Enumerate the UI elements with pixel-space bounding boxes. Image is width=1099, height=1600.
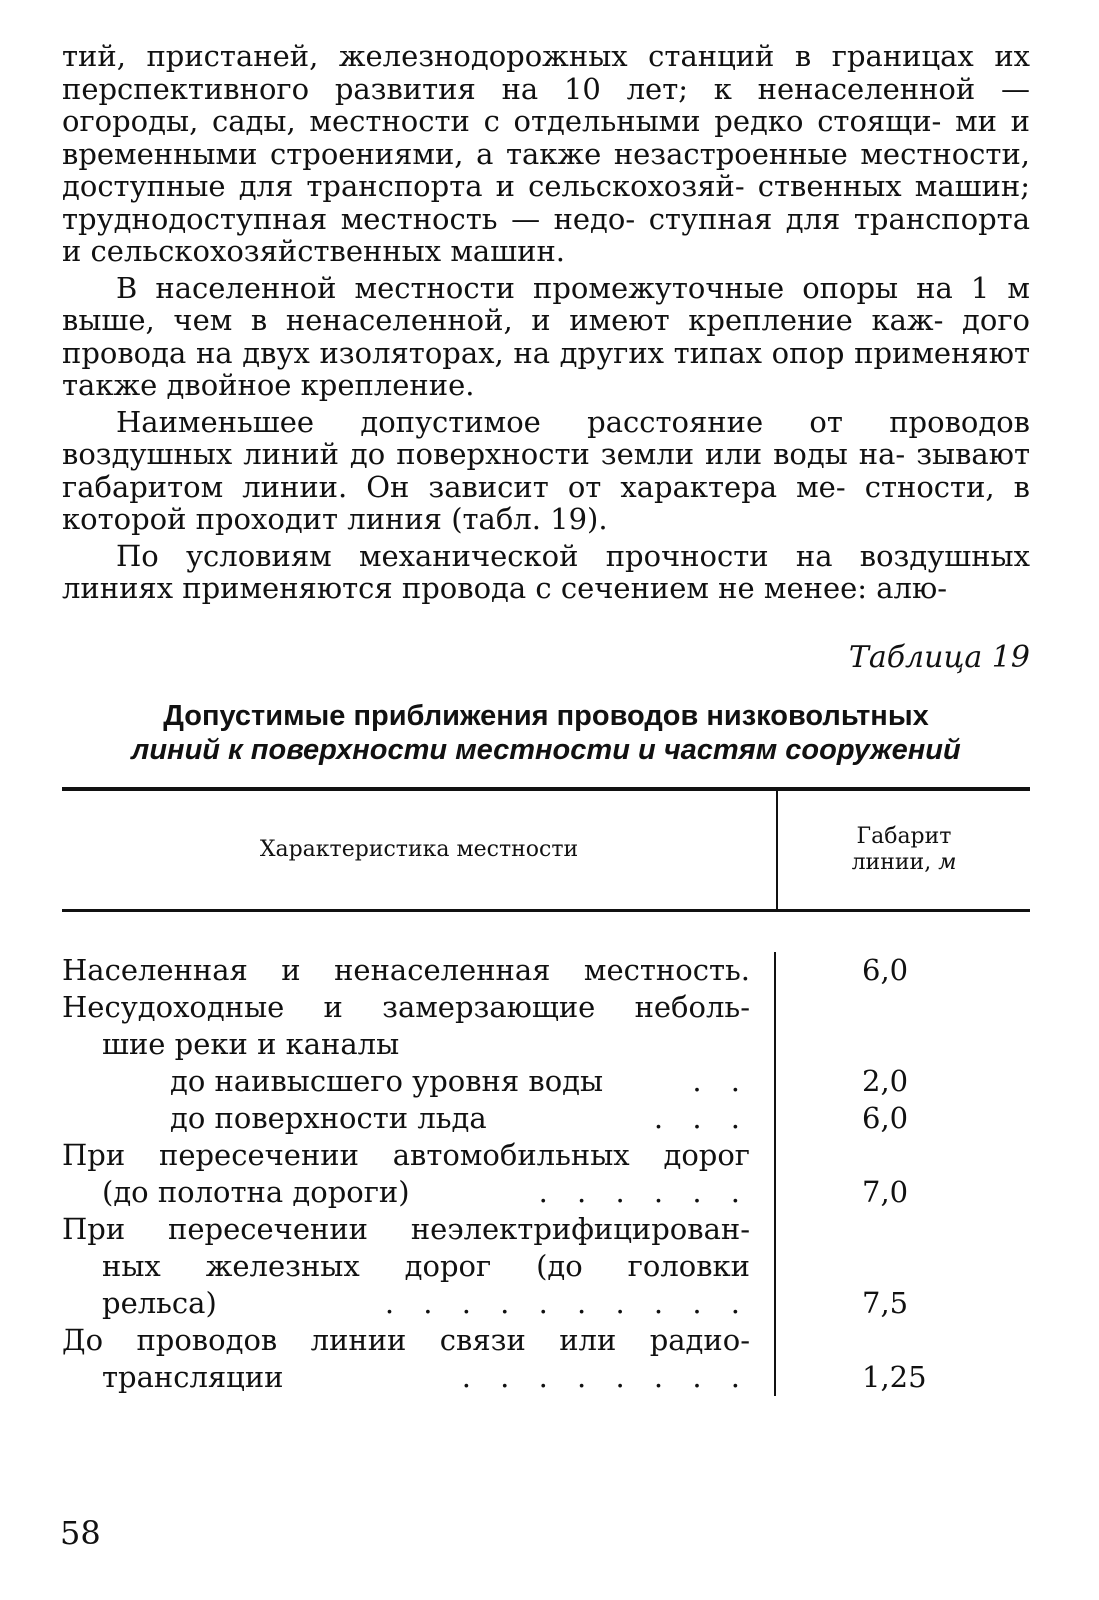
row-text: до поверхности льда [170,1100,487,1135]
row-text: до наивысшего уровня воды [170,1063,604,1098]
clearance-value: 6,0 [862,1100,909,1135]
text-line: тий, пристаней, железнодорожных станций в границах [62,39,974,73]
table-row: Несудоходные и замерзающие неболь- [62,989,750,1024]
table-row: До проводов линии связи или радио- [62,1322,750,1357]
clearance-value [776,1322,1030,1359]
text-line: По условиям механической прочности на воздушных [116,538,1030,573]
clearance-value: 1,25 [862,1359,927,1394]
text-line: зывают габаритом линии. Он зависит от характера ме- [62,437,1031,504]
table-number: Таблица 19 [848,639,1030,675]
paragraph-1 [62,40,1030,268]
row-text: рельса) [102,1285,217,1320]
text-line: применяют также двойное крепление. [62,335,1030,402]
text-line: Наименьшее допустимое расстояние от проводов [116,404,1030,439]
clearance-value: 2,0 [862,1063,909,1098]
table-header [62,791,1030,912]
header-characteristic: Характеристика местности [62,791,778,909]
clearance-value [776,1248,1030,1285]
header-clearance-label: линии, [851,849,932,875]
paragraph-2 [62,272,1030,402]
table-row [62,1100,750,1137]
table-title [62,699,1030,767]
dot-leader: . . . . . . . . . . [384,1285,750,1320]
paragraph-4 [62,540,1030,605]
table-row: При пересечении неэлектрифицирован- [62,1211,750,1246]
body-text [62,40,1030,605]
text-line: линиях применяются провода с сечением не менее: алю- [62,571,948,605]
text-line: стности, в которой проходит линия (табл. 19). [62,469,1031,536]
clearance-value: 7,5 [862,1285,909,1320]
table-title-line-1: Допустимые приближения проводов низковольтных [163,699,929,732]
clearance-value [776,1137,1030,1174]
table-title-line-2: линий к поверхности местности и частям сооружений [131,733,961,766]
text-line: ступная для транспорта и сельскохозяйственных машин. [62,201,1030,268]
table-row: ных железных дорог (до головки [102,1248,750,1283]
table-row: Населенная и ненаселенная местность. [62,952,750,987]
table-row [62,1063,750,1100]
dot-leader: . . . . . . . . [461,1359,750,1394]
table-row [62,1359,750,1396]
table-row: шие реки и каналы [102,1026,400,1061]
clearance-value: 6,0 [862,952,909,987]
dot-leader: . . . . . . [538,1174,750,1209]
clearance-table [62,787,1030,1396]
page-number: 58 [60,1514,101,1552]
dot-leader: . . [692,1063,750,1098]
header-clearance-unit: м [938,849,957,875]
header-clearance [778,791,1030,909]
header-clearance-line-2 [852,850,957,876]
table-row: При пересечении автомобильных дорог [62,1137,750,1172]
table-row [62,1285,750,1322]
clearance-value [776,1026,1030,1063]
row-text: (до полотна дороги) [102,1174,410,1209]
text-line: огороды, сады, местности с отдельными редко стоящи- [62,104,942,138]
text-line: их перспективного развития на 10 лет; к ненаселенной — [62,39,1030,106]
text-line: дого провода на двух изоляторах, на других типах опор [62,303,1031,370]
row-text: трансляции [102,1359,284,1394]
clearance-column [776,952,1030,1396]
text-line: ственных машин; труднодоступная местность — недо- [62,169,1030,236]
text-line: В населенной местности промежуточные опоры на [116,270,953,305]
clearance-value [776,1211,1030,1248]
text-line: воздушных линий до поверхности земли или воды на- [62,437,906,471]
table-row [62,1174,750,1211]
characteristic-column [62,952,776,1396]
clearance-value: 7,0 [862,1174,909,1209]
table-body [62,912,1030,1396]
clearance-value [776,989,1030,1026]
text-line: 1 м выше, чем в ненаселенной, и имеют крепление каж- [62,270,1030,337]
header-clearance-line-1: Габарит [856,823,952,849]
page-content [62,40,1030,1396]
text-line: ми и временными строениями, а также незастроенные [62,104,1031,171]
dot-leader: . . . [653,1100,750,1135]
text-line: местности, доступные для транспорта и сельскохозяй- [62,136,1030,203]
paragraph-3 [62,406,1030,536]
